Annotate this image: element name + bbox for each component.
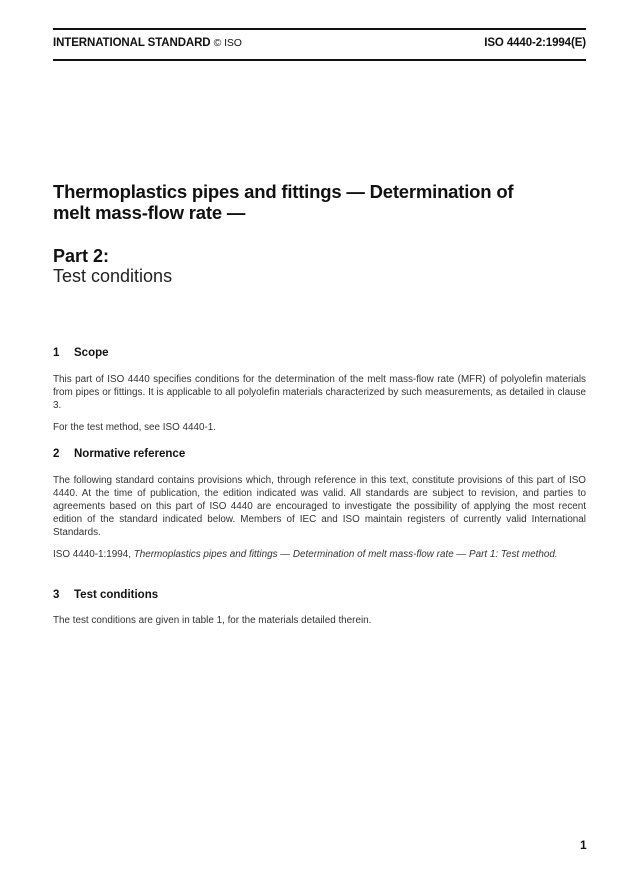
scope-paragraph-1: This part of ISO 4440 specifies conditions for the determination of the melt mass-flow rate (MFR) of polyolefin materials from pipes or fittings. It is applicable to all polyolefin materials characterized by such measurements, as detailed in clause 3. <box>53 374 586 411</box>
normative-reference-citation <box>53 548 586 561</box>
document-title <box>53 181 586 223</box>
header-bottom-rule <box>53 59 586 61</box>
header-top-rule <box>53 28 586 30</box>
citation-id: ISO 4440-1:1994, <box>53 549 131 560</box>
section-title: Normative reference <box>74 448 186 460</box>
section-number: 3 <box>53 589 60 601</box>
header-left <box>53 37 242 49</box>
section-number: 2 <box>53 448 60 460</box>
header-standard-label: INTERNATIONAL STANDARD <box>53 37 211 49</box>
scope-paragraph-2: For the test method, see ISO 4440-1. <box>53 422 217 433</box>
part-subtitle: Test conditions <box>53 266 173 286</box>
normative-reference-paragraph: The following standard contains provisions which, through reference in this text, constitute provisions of this part of ISO 4440. At the time of publication, the edition indicated was valid. All standards are subject to revision, and parties to agreements based on this part of ISO 4440 are encouraged to investigate the possibility of applying the most recent edition of the standard indicated below. Members of IEC and ISO maintain registers of currently valid International Standards. <box>53 475 586 538</box>
section-heading-scope <box>53 347 109 359</box>
section-title: Test conditions <box>74 589 159 601</box>
document-id: ISO 4440-2:1994(E) <box>484 37 586 49</box>
test-conditions-paragraph: The test conditions are given in table 1, for the materials detailed therein. <box>53 615 372 626</box>
section-heading-normative-reference <box>53 448 185 460</box>
citation-title: Thermoplastics pipes and fittings — Determination of melt mass-flow rate — Part 1: Test method. <box>133 549 558 560</box>
copyright-notice: © ISO <box>213 37 242 49</box>
section-title: Scope <box>74 347 109 359</box>
title-line-1: Thermoplastics pipes and fittings — Determination of <box>53 181 514 202</box>
part-label: Part 2: <box>53 246 110 266</box>
title-line-2: melt mass-flow rate — <box>53 202 246 223</box>
page-number: 1 <box>580 838 587 852</box>
section-number: 1 <box>53 347 60 359</box>
section-heading-test-conditions <box>53 589 158 601</box>
